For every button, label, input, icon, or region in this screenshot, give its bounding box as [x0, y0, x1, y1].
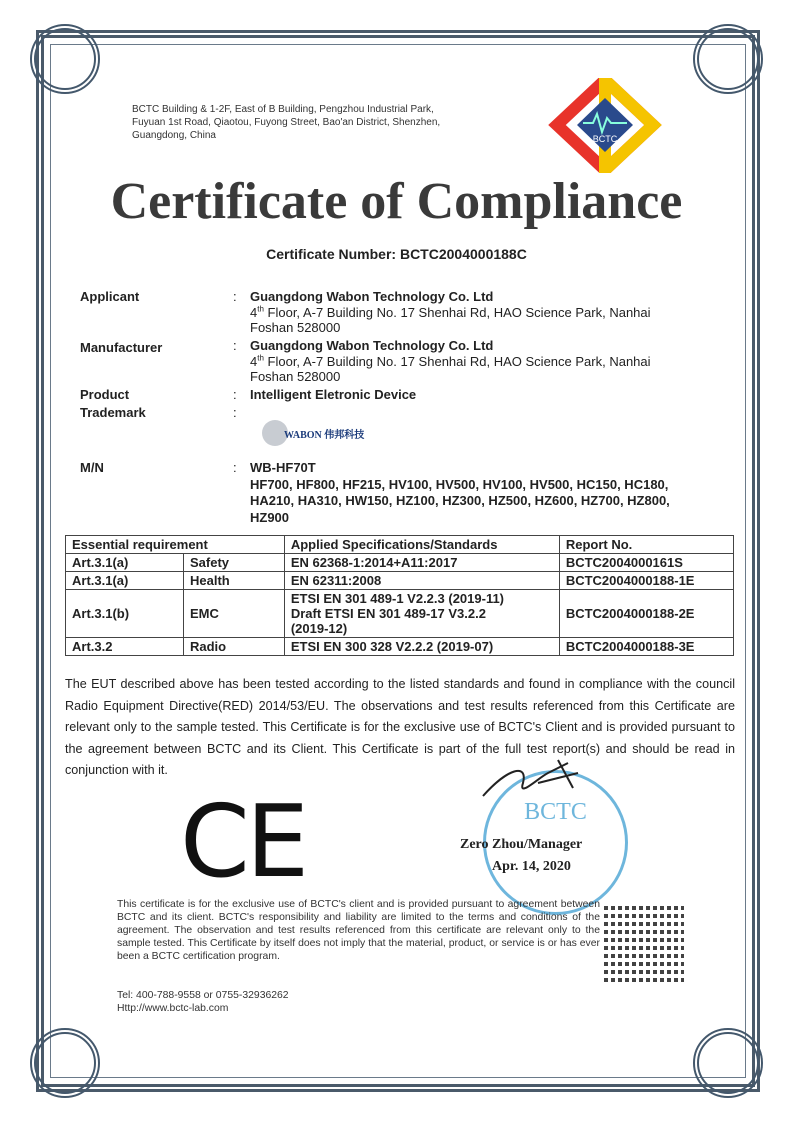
report-cell: BCTC2004000161S — [559, 554, 733, 572]
manufacturer-label: Manufacturer — [80, 340, 163, 355]
manufacturer-address — [250, 354, 730, 370]
colon: : — [233, 387, 237, 402]
colon: : — [233, 460, 237, 475]
address-line: Guangdong, China — [132, 130, 216, 141]
stamp-text: BCTC — [524, 799, 587, 825]
header-cell: Essential requirement — [66, 536, 285, 554]
spec-cell: EN 62311:2008 — [284, 572, 559, 590]
footer-disclaimer: This certificate is for the exclusive use of BCTC's client and is provided pursuant to agreement between BCTC and its client. BCTC's responsibility and liability are limited to the terms and conditions of the agreement. The observation and test results referenced from this certificate are relevant only to the sample tested. This Certificate by itself does not imply that the material, product, or service is or has ever been a BCTC certification program. — [117, 899, 600, 962]
colon: : — [233, 338, 237, 353]
category-cell: EMC — [184, 590, 285, 638]
applicant-value — [250, 289, 730, 336]
report-cell: BCTC2004000188-1E — [559, 572, 733, 590]
report-cell: BCTC2004000188-2E — [559, 590, 733, 638]
corner-ornament — [30, 1028, 100, 1098]
floor-suffix: th — [257, 304, 264, 314]
telephone: Tel: 400-788-9558 or 0755-32936262 — [117, 990, 289, 1001]
art-cell: Art.3.1(b) — [66, 590, 184, 638]
spec-line: (2019-12) — [290, 621, 348, 636]
applicant-label: Applicant — [80, 289, 140, 304]
category-cell: Health — [184, 572, 285, 590]
art-cell: Art.3.2 — [66, 638, 184, 656]
product-value: Intelligent Eletronic Device — [250, 387, 417, 402]
colon: : — [233, 405, 237, 420]
header-cell: Report No. — [559, 536, 733, 554]
table-row — [66, 638, 734, 656]
manufacturer-value — [250, 338, 730, 385]
issuer-address — [132, 103, 440, 142]
manufacturer-name: Guangdong Wabon Technology Co. Ltd — [250, 338, 494, 353]
art-cell: Art.3.1(a) — [66, 572, 184, 590]
ce-mark: CE — [180, 783, 306, 900]
model-variants: HA210, HA310, HW150, HZ100, HZ300, HZ500, HZ600, HZ700, HZ800, — [250, 493, 670, 508]
trademark-text: WABON 伟邦科技 — [284, 430, 365, 441]
model-value — [250, 460, 740, 526]
category-cell: Radio — [184, 638, 285, 656]
model-variants: HF700, HF800, HF215, HV100, HV500, HV100, HV500, HC150, HC180, — [250, 476, 669, 492]
compliance-statement: The EUT described above has been tested according to the listed standards and found in compliance with the council Radio Equipment Directive(RED) 2014/53/EU. The observations and test results referenced from this Certificate are relevant only to the sample tested. This Certificate is for the exclusive use of BCTC's Client and is provided pursuant to the agreement between BCTC and its Client. This Certificate is part of the full test report(s) and should be read in conjunction with it. — [65, 677, 735, 777]
signature — [478, 758, 588, 803]
footer-contact — [117, 989, 289, 1015]
applicant-name: Guangdong Wabon Technology Co. Ltd — [250, 289, 494, 304]
spec-cell: EN 62368-1:2014+A11:2017 — [284, 554, 559, 572]
certificate-number: Certificate Number: BCTC2004000188C — [266, 246, 527, 262]
table-row — [66, 590, 734, 638]
wabon-trademark-logo — [262, 420, 382, 450]
spec-line: ETSI EN 301 489-1 V2.2.3 (2019-11) — [290, 591, 505, 606]
standards-table — [65, 535, 734, 656]
floor-number: 4 — [250, 353, 258, 369]
header-cell: Applied Specifications/Standards — [284, 536, 559, 554]
art-cell: Art.3.1(a) — [66, 554, 184, 572]
address-line: Floor, A-7 Building No. 17 Shenhai Rd, HAO Science Park, Nanhai — [267, 304, 651, 320]
colon: : — [233, 289, 237, 304]
floor-suffix: th — [257, 353, 264, 363]
model-number: WB-HF70T — [250, 460, 316, 475]
qr-code[interactable] — [604, 902, 684, 982]
website: Http://www.bctc-lab.com — [117, 1003, 229, 1014]
corner-ornament — [30, 24, 100, 94]
corner-ornament — [693, 24, 763, 94]
spec-cell: ETSI EN 300 328 V2.2.2 (2019-07) — [284, 638, 559, 656]
category-cell: Safety — [184, 554, 285, 572]
floor-number: 4 — [250, 304, 258, 320]
applicant-address — [250, 305, 730, 321]
spec-line: Draft ETSI EN 301 489-17 V3.2.2 — [290, 606, 486, 621]
address-line: Floor, A-7 Building No. 17 Shenhai Rd, HAO Science Park, Nanhai — [267, 353, 651, 369]
table-row — [66, 572, 734, 590]
address-line: Foshan 528000 — [250, 369, 341, 384]
report-cell: BCTC2004000188-3E — [559, 638, 733, 656]
issue-date: Apr. 14, 2020 — [492, 859, 571, 874]
address-line: Foshan 528000 — [250, 320, 341, 335]
trademark-label: Trademark — [80, 405, 146, 420]
mn-label: M/N — [80, 460, 104, 475]
address-line: Fuyuan 1st Road, Qiaotou, Fuyong Street, Bao'an District, Shenzhen, — [132, 117, 441, 128]
table-header — [66, 536, 734, 554]
document-title: Certificate of Compliance — [110, 173, 683, 230]
address-line: BCTC Building & 1-2F, East of B Building, Pengzhou Industrial Park, — [132, 104, 434, 115]
signatory: Zero Zhou/Manager — [460, 837, 583, 852]
corner-ornament — [693, 1028, 763, 1098]
table-row — [66, 554, 734, 572]
logo-text: BCTC — [592, 134, 618, 144]
product-label: Product — [80, 387, 130, 402]
model-variants: HZ900 — [250, 509, 290, 525]
bctc-logo — [535, 78, 675, 173]
spec-cell — [284, 590, 559, 638]
